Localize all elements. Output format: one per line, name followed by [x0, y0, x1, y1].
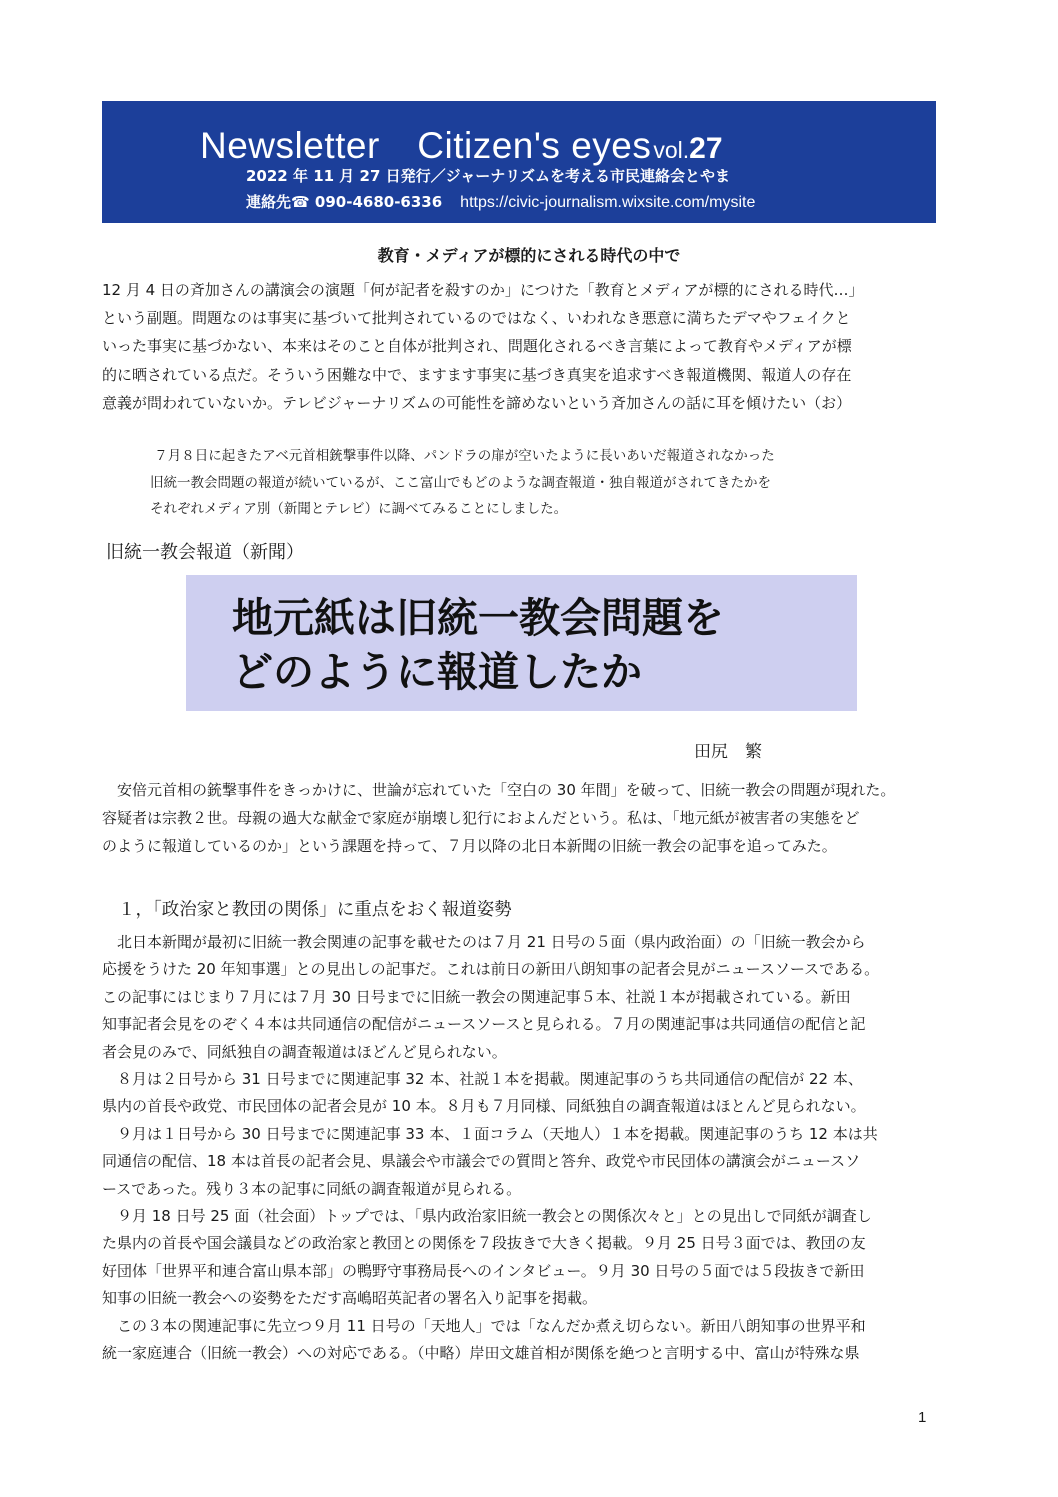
notice-paragraph: ７月８日に起きたアベ元首相銃撃事件以降、パンドラの扉が空いたように長いあいだ報道されなかった 旧統一教会問題の報道が続いているが、ここ富山でもどのような調査報道・独自報道がされてきたかを それぞれメディア別（新聞とテレビ）に調べてみることにしました。: [150, 448, 775, 517]
headline-box: [186, 575, 857, 711]
intro-heading: 教育・メディアが標的にされる時代の中で: [377, 246, 681, 265]
newsletter-title: [200, 115, 723, 169]
volume-label: [653, 132, 723, 165]
article-sub-heading: １，「政治家と教団の関係」に重点をおく報道姿勢: [118, 900, 512, 920]
volume-number: 27: [689, 132, 723, 165]
intro-body: 12 月 4 日の斉加さんの講演会の演題「何が記者を殺すのか」につけた「教育とメディアが標的にされる時代…」 という副題。問題なのは事実に基づいて批判されているのではなく、いわれなき悪意に満ちたデマやフェイクと いった事実に基づかない、本来はそのこと自体が批判され、問題化されるべき言葉によって教育やメディアが標 的に晒されている点だ。そういう困難な中で、ますます事実に基づき真実を追求すべき報道機関、報道人の存在 意義が問われていないか。テレビジャーナリズムの可能性を諦めないという斉加さんの話に耳を傾けたい（お）: [102, 281, 864, 412]
newsletter-name: Newsletter Citizen's eyes: [200, 125, 652, 166]
article-body: 北日本新聞が最初に旧統一教会関連の記事を載せたのは７月 21 日号の５面（県内政治面）の「旧統一教会から 応援をうけた 20 年知事選」との見出しの記事だ。これは前日の新田八朗知事の記者会見がニュースソースである。 この記事にはじまり７月には７月 30 日号までに旧統一教会の関連記事５本、社説１本が掲載されている。新田 知事記者会見をのぞく４本は共同通信の配信がニュースソースと見られる。７月の関連記事は共同通信の配信と記 者会見のみで、同紙独自の調査報道はほどんど見られない。 ８月は２日号から 31 日号までに関連記事 32 本、社説１本を掲載。関連記事のうち共同通信の配信が 22 本、 県内の首長や政党、市民団体の記者会見が 10 本。８月も７月同様、同紙独自の調査報道はほとんど見られない。 ９月は１日号から 30 日号までに関連記事 33 本、１面コラム（天地人）１本を掲載。関連記事のうち 12 本は共 同通信の配信、18 本は首長の記者会見、県議会や市議会での質問と答弁、政党や市民団体の講演会がニュースソ ースであった。残り３本の記事に同紙の調査報道が見られる。 ９月 18 日号 25 面（社会面）トップでは、「県内政治家旧統一教会との関係次々と」との見出しで同紙が調査し た県内の首長や国会議員などの政治家と教団との関係を７段抜きで大きく掲載。９月 25 日号３面では、教団の友 好団体「世界平和連合富山県本部」の鴨野守事務局長へのインタビュー。９月 30 日号の５面では５段抜きで新田 知事の旧統一教会への姿勢をただす高嶋昭英記者の署名入り記事を掲載。 この３本の関連記事に先立つ９月 11 日号の「天地人」では「なんだか煮え切らない。新田八朗知事の世界平和 統一家庭連合（旧統一教会）への対応である。（中略）岸田文雄首相が関係を絶つと言明する中、富山が特殊な県: [102, 933, 880, 1363]
page-number: 1: [918, 1409, 927, 1426]
article-author: 田尻 繁: [694, 742, 762, 762]
contact-phone: 連絡先☎ 090-4680-6336: [246, 193, 443, 211]
section-label: 旧統一教会報道（新聞）: [106, 542, 304, 563]
volume-prefix: vol.: [653, 137, 690, 163]
issue-line: 2022 年 11 月 27 日発行／ジャーナリズムを考える市民連絡会とやま: [246, 167, 731, 185]
website-url[interactable]: https://civic-journalism.wixsite.com/mysite: [460, 194, 756, 211]
article-headline: 地元紙は旧統一教会問題を どのように報道したか: [232, 594, 724, 696]
contact-line: [246, 191, 755, 212]
article-lead: 安倍元首相の銃撃事件をきっかけに、世論が忘れていた「空白の 30 年間」を破って、旧統一教会の問題が現れた。 容疑者は宗教２世。母親の過大な献金で家庭が崩壊し犯行におよんだという。私は、「地元紙が被害者の実態をど のように報道しているのか」という課題を持って、７月以降の北日本新聞の旧統一教会の記事を追ってみた。: [102, 781, 896, 856]
newsletter-banner: [102, 101, 936, 223]
